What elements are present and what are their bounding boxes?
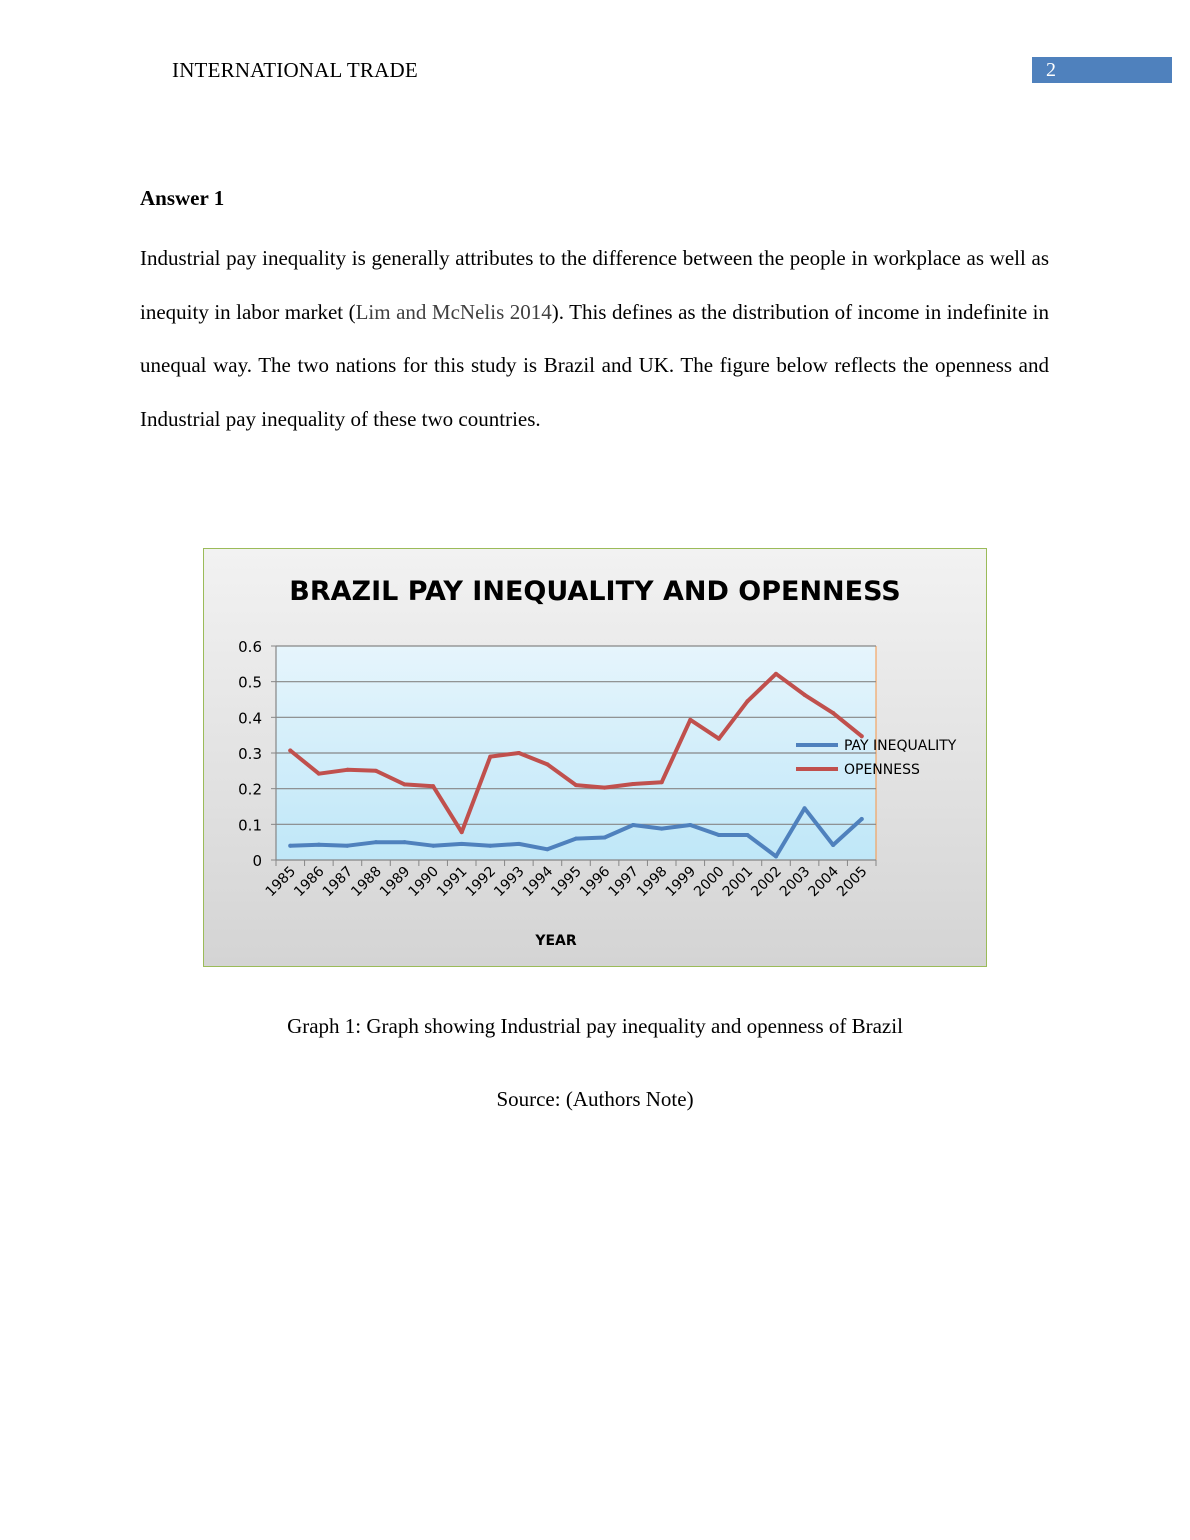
chart-title: BRAZIL PAY INEQUALITY AND OPENNESS xyxy=(289,576,901,607)
x-tick-label: 1986 xyxy=(291,863,328,901)
data-point-openness xyxy=(688,718,692,722)
page-number: 2 xyxy=(1032,57,1172,83)
data-point-pay-inequality xyxy=(488,844,492,848)
data-point-openness xyxy=(431,784,435,788)
x-tick-label: 1989 xyxy=(376,863,414,901)
y-tick-label: 0.3 xyxy=(238,745,262,763)
x-tick-label: 2005 xyxy=(834,863,871,901)
x-tick-label: 2002 xyxy=(748,863,785,901)
data-point-pay-inequality xyxy=(460,842,464,846)
y-tick-label: 0.6 xyxy=(238,638,262,656)
section-heading: Answer 1 xyxy=(140,186,225,210)
data-point-pay-inequality xyxy=(345,844,349,848)
data-point-pay-inequality xyxy=(803,806,807,810)
x-tick-label: 1992 xyxy=(462,863,500,901)
data-point-openness xyxy=(574,783,578,787)
data-point-openness xyxy=(545,762,549,766)
x-tick-label: 1987 xyxy=(319,863,357,901)
body-paragraph xyxy=(140,232,1049,446)
x-tick-label: 2003 xyxy=(776,863,814,901)
x-tick-label: 1995 xyxy=(548,863,585,901)
y-tick-label: 0.5 xyxy=(238,673,262,692)
data-point-openness xyxy=(831,711,835,715)
data-point-openness xyxy=(774,672,778,676)
paragraph-text-2: ). This defines as the distribution of income in indefinite in unequal way. The two nations for this study is Brazil and UK. The figure below reflects the openness and Industrial pay inequality of these two countries. xyxy=(140,299,1050,431)
x-tick-label: 1998 xyxy=(634,863,671,901)
data-point-openness xyxy=(288,749,292,753)
data-point-pay-inequality xyxy=(831,843,835,847)
x-tick-label: 2004 xyxy=(805,863,842,901)
x-tick-label: 1999 xyxy=(662,863,700,901)
data-point-pay-inequality xyxy=(431,844,435,848)
y-tick-label: 0 xyxy=(252,852,262,870)
data-point-pay-inequality xyxy=(688,823,692,827)
data-point-openness xyxy=(631,782,635,786)
data-point-pay-inequality xyxy=(317,843,321,847)
data-point-openness xyxy=(317,772,321,776)
data-point-pay-inequality xyxy=(545,847,549,851)
data-point-pay-inequality xyxy=(660,827,664,831)
data-point-openness xyxy=(517,751,521,755)
y-tick-label: 0.2 xyxy=(238,780,262,799)
data-point-openness xyxy=(603,786,607,790)
source-caption: Source: (Authors Note) xyxy=(496,1087,694,1111)
running-head: INTERNATIONAL TRADE xyxy=(172,58,418,82)
paragraph-text-1: Industrial pay inequality is generally attributes to the difference between the people in workplace as well as inequity in labor market ( xyxy=(140,246,1049,324)
data-point-pay-inequality xyxy=(774,854,778,858)
chart xyxy=(203,548,987,967)
data-point-openness xyxy=(488,755,492,759)
data-point-openness xyxy=(660,780,664,784)
data-point-pay-inequality xyxy=(517,842,521,846)
citation: Lim and McNelis 2014 xyxy=(355,299,552,324)
data-point-openness xyxy=(745,699,749,703)
data-point-openness xyxy=(717,737,721,741)
y-tick-label: 0.4 xyxy=(238,709,262,728)
x-tick-label: 2001 xyxy=(719,863,757,901)
data-point-pay-inequality xyxy=(374,840,378,844)
legend-label-pay-inequality: PAY INEQUALITY xyxy=(844,738,957,754)
x-tick-label: 1997 xyxy=(605,863,642,901)
data-point-pay-inequality xyxy=(288,844,292,848)
x-tick-label: 1985 xyxy=(262,863,300,901)
data-point-pay-inequality xyxy=(745,833,749,837)
data-point-openness xyxy=(374,769,378,773)
x-tick-label: 2000 xyxy=(691,863,728,901)
chart-svg xyxy=(204,549,988,968)
x-tick-label: 1988 xyxy=(348,863,385,901)
data-point-pay-inequality xyxy=(574,837,578,841)
graph-caption: Graph 1: Graph showing Industrial pay inequality and openness of Brazil xyxy=(287,1014,903,1038)
data-point-pay-inequality xyxy=(717,833,721,837)
data-point-pay-inequality xyxy=(860,817,864,821)
x-tick-label: 1996 xyxy=(576,863,614,901)
data-point-openness xyxy=(460,830,464,834)
data-point-openness xyxy=(403,782,407,786)
x-tick-label: 1993 xyxy=(491,863,528,901)
x-tick-label: 1994 xyxy=(519,863,557,901)
data-point-pay-inequality xyxy=(603,836,607,840)
data-point-openness xyxy=(803,693,807,697)
y-tick-label: 0.1 xyxy=(238,816,262,835)
data-point-pay-inequality xyxy=(403,840,407,844)
data-point-openness xyxy=(345,768,349,772)
legend-label-openness: OPENNESS xyxy=(844,762,920,778)
x-tick-label: 1990 xyxy=(405,863,442,901)
x-axis-label: YEAR xyxy=(535,933,577,949)
data-point-pay-inequality xyxy=(631,823,635,827)
x-tick-label: 1991 xyxy=(434,863,471,901)
